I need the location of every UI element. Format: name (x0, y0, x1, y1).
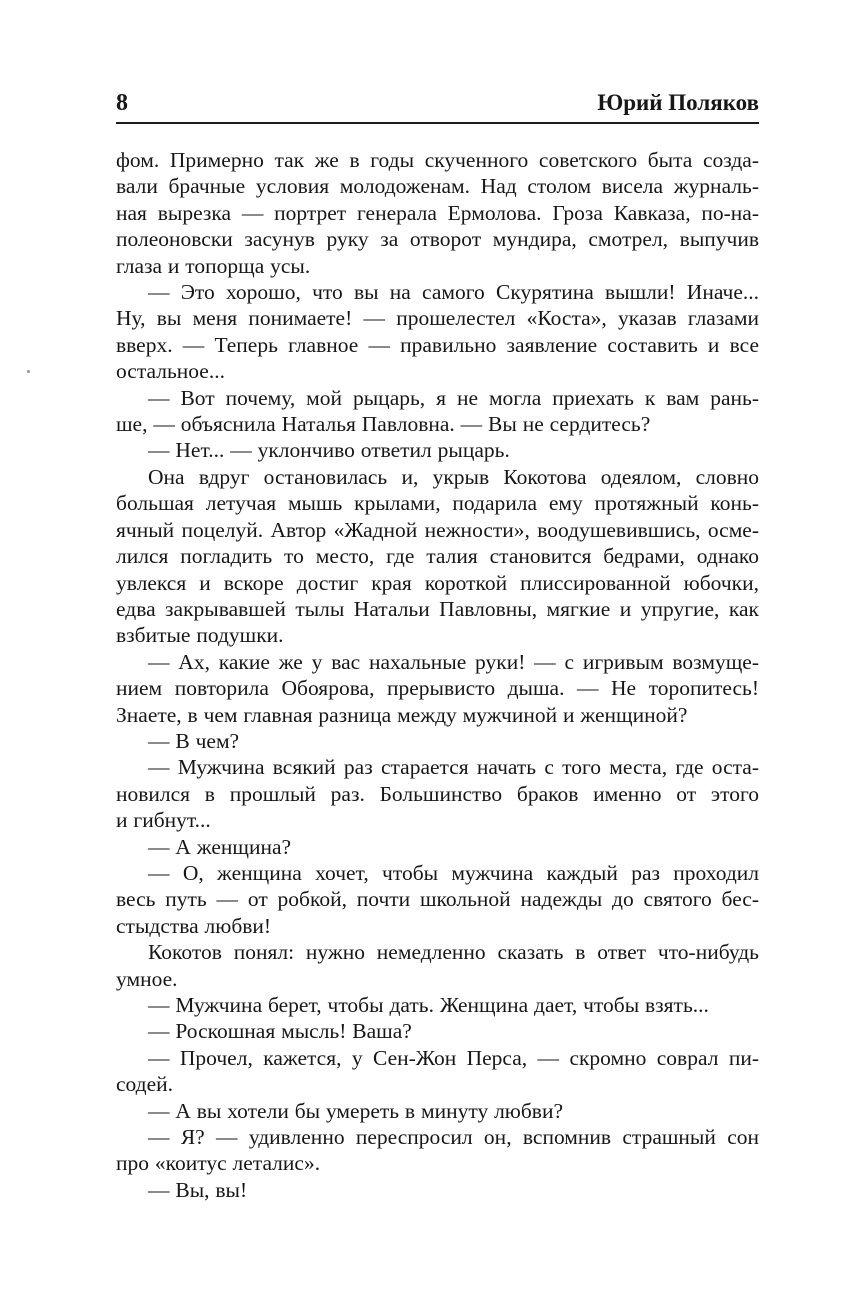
text-line: — Мужчина берет, чтобы дать. Женщина дает, чтобы взять... (148, 993, 709, 1017)
text-line: — В чем? (148, 728, 240, 753)
text-line: новился в прошлый раз. Большинство браков именно от этого (116, 781, 759, 806)
text-line: про «коитус леталис». (116, 1151, 321, 1176)
text-line: — Я? — удивленно переспросил он, вспомнив страшный сон (148, 1125, 759, 1150)
text-line: Знаете, в чем главная разница между мужчиной и женщиной? (116, 702, 688, 727)
text-line: вали брачные условия молодоженам. Над столом висела журналь- (116, 174, 759, 199)
text-line: — Мужчина всякий раз старается начать с того места, где оста- (148, 755, 759, 780)
text-line: — Нет... — уклончиво ответил рыцарь. (148, 438, 510, 463)
text-line: — А вы хотели бы умереть в минуту любви? (148, 1098, 563, 1123)
text-line: нием повторила Обоярова, прерывисто дыша. — Не торопитесь! (116, 676, 759, 701)
text-line: ная вырезка — портрет генерала Ермолова. Гроза Кавказа, по-на- (116, 200, 759, 225)
text-line: — Роскошная мысль! Ваша? (148, 1019, 412, 1044)
text-line: — Прочел, кажется, у Сен-Жон Перса, — скромно соврал пи- (148, 1045, 759, 1070)
text-line: Она вдруг остановилась и, укрыв Кокотова одеялом, словно (148, 464, 759, 489)
text-line: содей. (116, 1072, 174, 1097)
text-line: — Вот почему, мой рыцарь, я не могла приехать к вам рань- (148, 385, 759, 410)
text-line: весь путь — от робкой, почти школьной надежды до святого бес- (116, 887, 759, 912)
text-line: — А женщина? (148, 834, 292, 859)
text-line: едва закрывавшей тылы Натальи Павловны, мягкие и упругие, как (116, 596, 759, 621)
text-line: — Вы, вы! (148, 1177, 248, 1202)
text-line: и гибнут... (116, 808, 211, 833)
text-line: ячный поцелуй. Автор «Жадной нежности», воодушевившись, осме- (116, 517, 759, 542)
author-name: Юрий Поляков (597, 90, 759, 115)
text-line: — О, женщина хочет, чтобы мужчина каждый раз проходил (148, 860, 759, 885)
text-line: остальное... (116, 359, 225, 384)
text-line: ше, — объяснила Наталья Павловна. — Вы не сердитесь? (116, 412, 651, 437)
text-line: стыдства любви! (116, 913, 272, 938)
text-line: Ну, вы меня понимаете! — прошелестел «Коста», указав глазами (116, 306, 759, 331)
text-line: вверх. — Теперь главное — правильно заявление составить и все (116, 332, 759, 357)
page-number: 8 (116, 90, 129, 116)
text-line: умное. (116, 966, 178, 991)
text-line: лился погладить то место, где талия становится бедрами, однако (116, 544, 759, 569)
scan-speck (27, 370, 30, 373)
text-line: Кокотов понял: нужно немедленно сказать в ответ что-нибудь (148, 940, 759, 965)
text-line: глаза и топорща усы. (116, 253, 311, 278)
text-line: — Ах, какие же у вас нахальные руки! — с игривым возмуще- (148, 649, 759, 674)
text-line: взбитые подушки. (116, 623, 284, 648)
text-line: — Это хорошо, что вы на самого Скурятина вышли! Иначе... (148, 280, 759, 305)
text-line: увлекся и вскоре достиг края короткой плиссированной юбочки, (116, 570, 759, 595)
text-line: большая летучая мышь крылами, подарила ему протяжный конь- (116, 491, 759, 516)
page-body (116, 147, 759, 1203)
text-line: полеоновски засунув руку за отворот мундира, смотрел, выпучив (116, 227, 759, 252)
text-line: фом. Примерно так же в годы скученного советского быта созда- (116, 148, 759, 172)
running-header (116, 90, 759, 124)
